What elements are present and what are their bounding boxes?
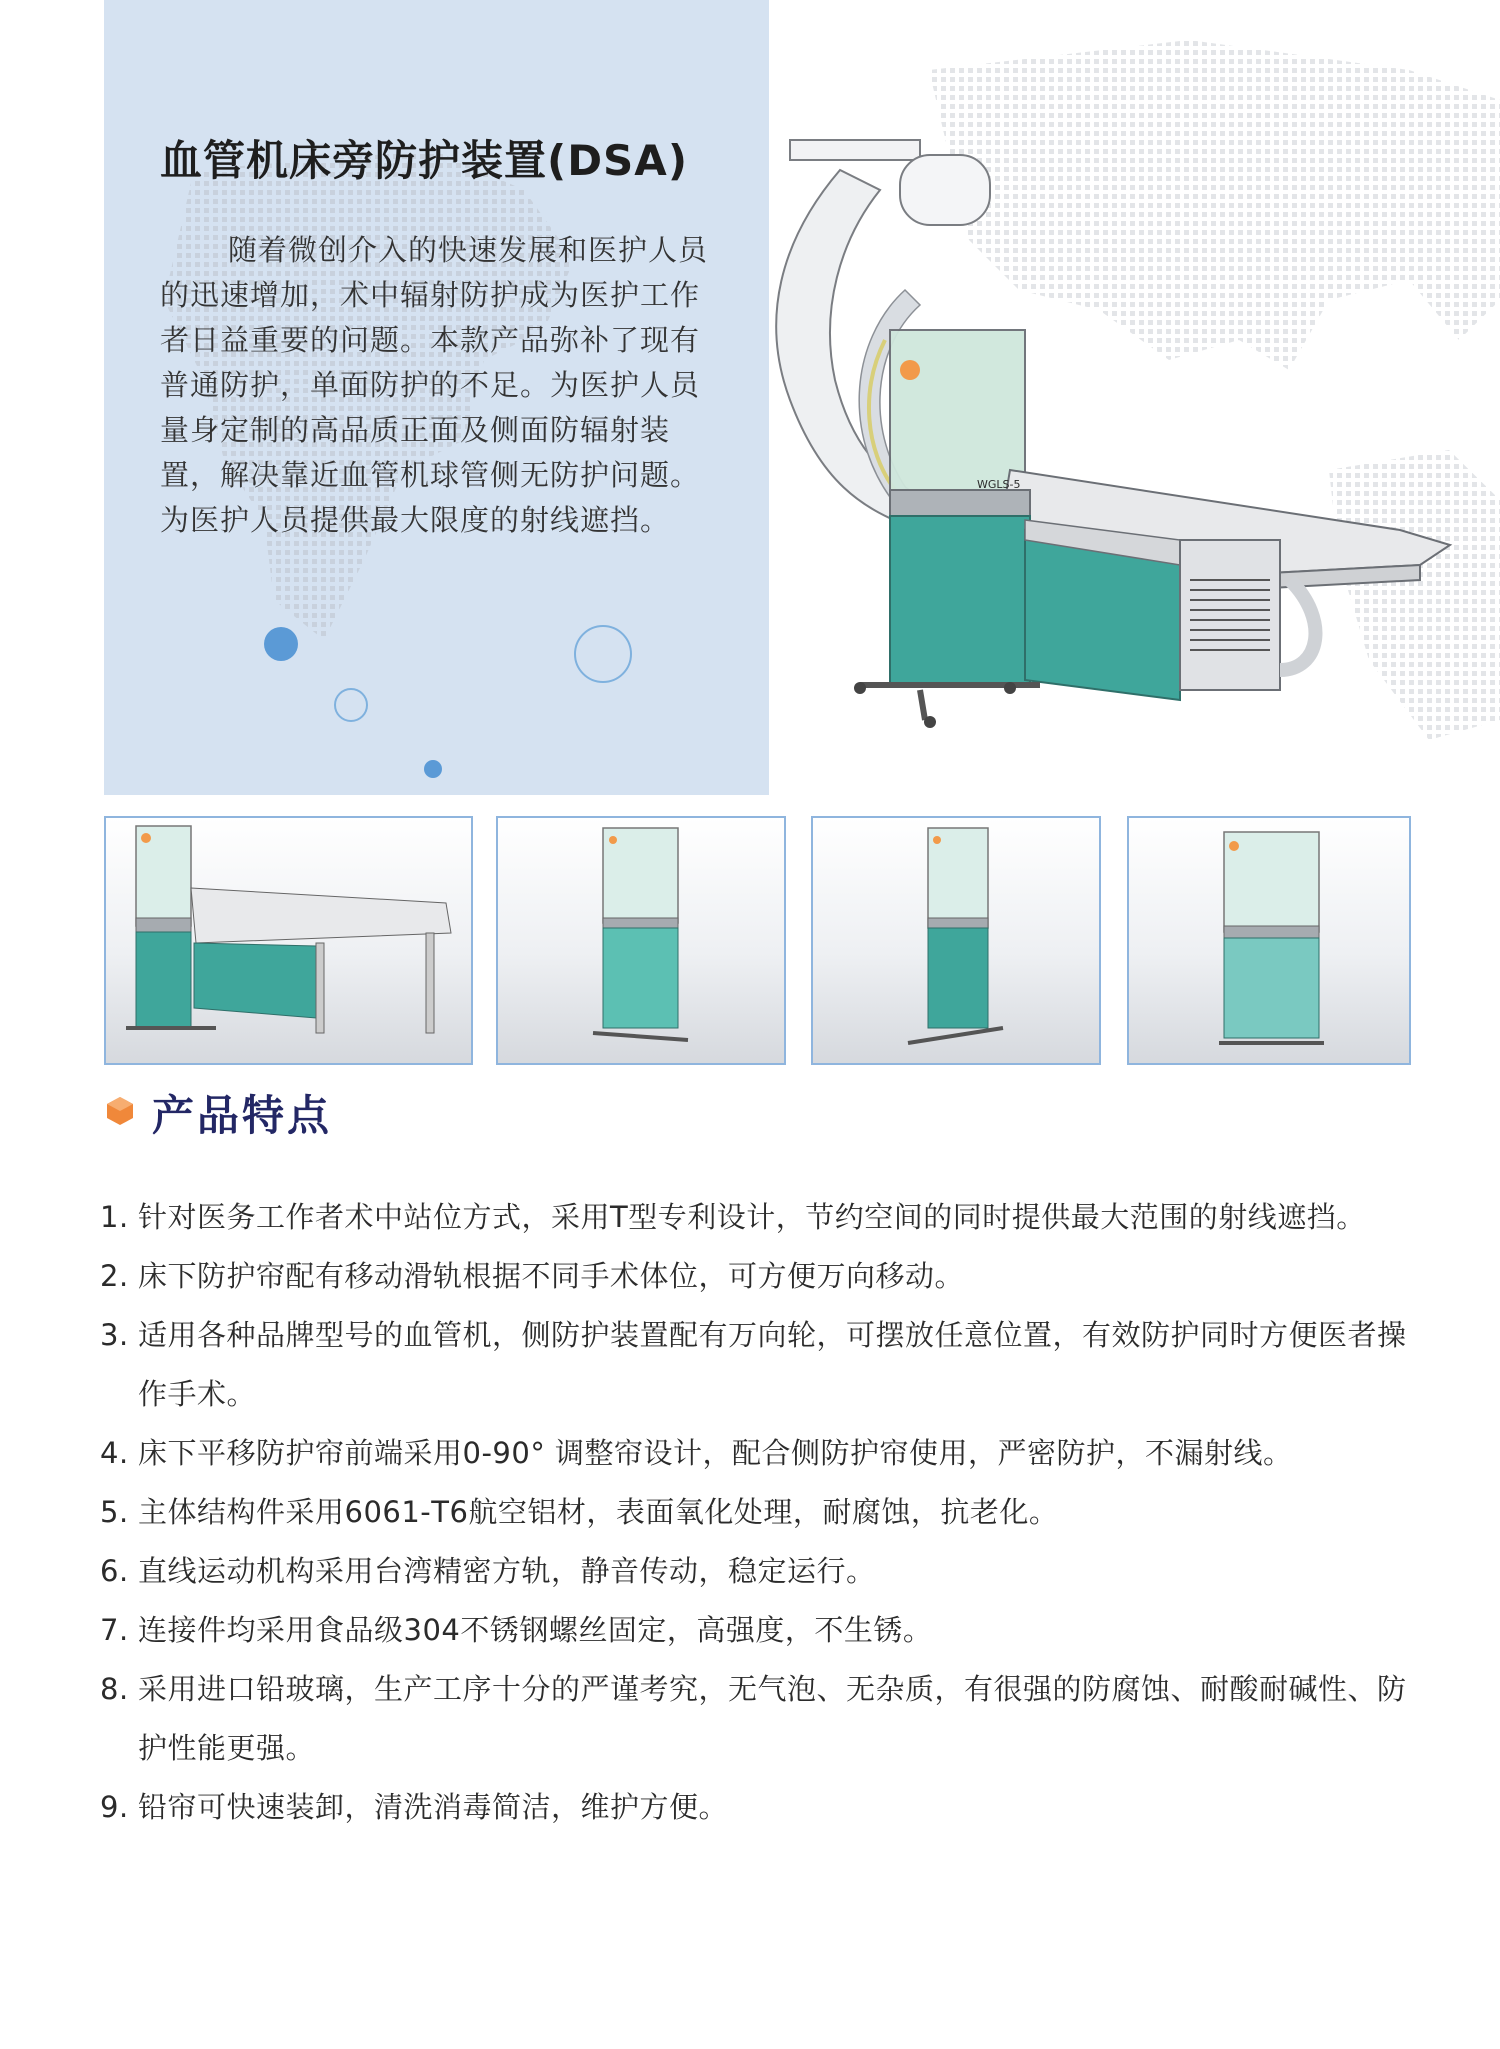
main-product-illustration bbox=[720, 60, 1460, 740]
decor-ring bbox=[574, 625, 632, 683]
feature-item: 5. 主体结构件采用6061-T6航空铝材，表面氧化处理，耐腐蚀，抗老化。 bbox=[100, 1495, 1059, 1529]
feature-item: 4. 床下平移防护帘前端采用0-90° 调整帘设计，配合侧防护帘使用，严密防护，不漏射线。 bbox=[100, 1436, 1293, 1470]
thumbnail-angled-shield[interactable] bbox=[811, 816, 1101, 1065]
feature-item: 3. 适用各种品牌型号的血管机，侧防护装置配有万向轮，可摆放任意位置，有效防护同时方便医者操作手术。 bbox=[100, 1318, 1407, 1411]
feature-item: 6. 直线运动机构采用台湾精密方轨，静音传动，稳定运行。 bbox=[100, 1554, 876, 1588]
features-heading: 产品特点 bbox=[152, 1091, 333, 1140]
feature-item: 9. 铅帘可快速装卸，清洗消毒简洁，维护方便。 bbox=[100, 1790, 729, 1824]
feature-list bbox=[100, 1188, 1420, 1837]
x-ray-tube bbox=[900, 155, 990, 225]
product-description: 随着微创介入的快速发展和医护人员的迅速增加，术中辐射防护成为医护工作者日益重要的问题。本款产品弥补了现有普通防护，单面防护的不足。为医护人员量身定制的高品质正面及侧面防辐射装置，解决靠近血管机球管侧无防护问题。为医护人员提供最大限度的射线遮挡。 bbox=[160, 233, 709, 537]
feature-item: 8. 采用进口铅玻璃，生产工序十分的严谨考究，无气泡、无杂质，有很强的防腐蚀、耐酸耐碱性、防护性能更强。 bbox=[100, 1672, 1407, 1765]
feature-item: 1. 针对医务工作者术中站位方式，采用T型专利设计，节约空间的同时提供最大范围的射线遮挡。 bbox=[100, 1200, 1366, 1234]
device-label: WGLS-5 bbox=[977, 478, 1021, 491]
decor-dot bbox=[424, 760, 442, 778]
thumbnail-t-configuration[interactable] bbox=[104, 816, 473, 1065]
decor-ring bbox=[334, 688, 368, 722]
feature-item: 2. 床下防护帘配有移动滑轨根据不同手术体位，可方便万向移动。 bbox=[100, 1259, 965, 1293]
hexagon-bullet-icon bbox=[104, 1095, 136, 1127]
side-shield-panel bbox=[890, 516, 1030, 684]
page-title: 血管机床旁防护装置(DSA) bbox=[160, 136, 689, 185]
lead-glass-panel bbox=[890, 330, 1025, 490]
decor-dot bbox=[264, 627, 298, 661]
feature-item: 7. 连接件均采用食品级304不锈钢螺丝固定，高强度，不生锈。 bbox=[100, 1613, 933, 1647]
thumbnail-front-view[interactable] bbox=[1127, 816, 1411, 1065]
thumbnail-standalone-shield[interactable] bbox=[496, 816, 786, 1065]
